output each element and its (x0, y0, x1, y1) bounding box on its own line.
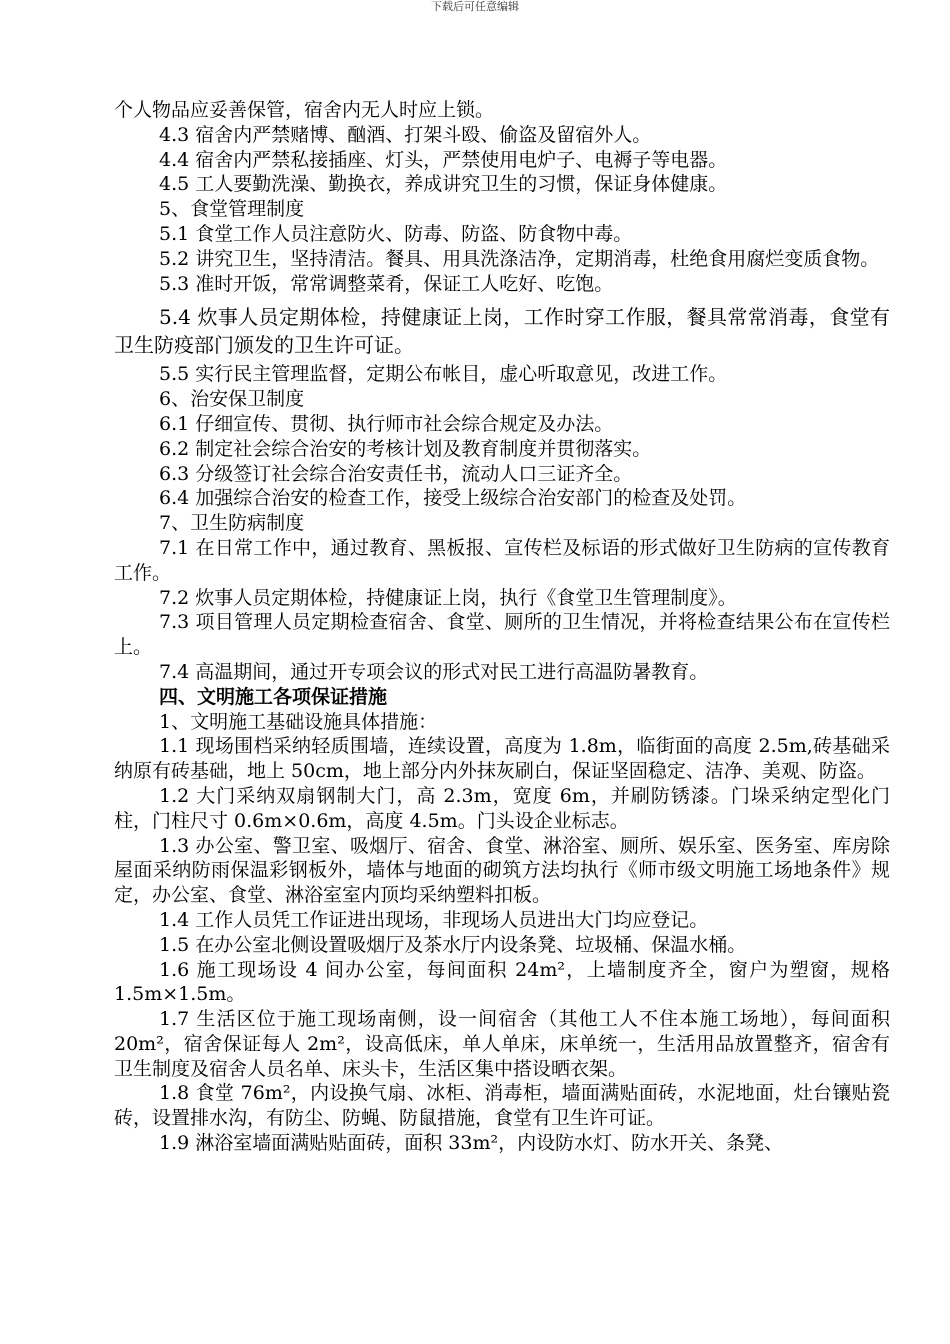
paragraph: 7.1 在日常工作中，通过教育、黑板报、宣传栏及标语的形式做好卫生防病的宣传教育工作。 (114, 536, 890, 584)
paragraph: 6.4 加强综合治安的检查工作，接受上级综合治安部门的检查及处罚。 (159, 487, 747, 510)
paragraph: 4.5 工人要勤洗澡、勤换衣，养成讲究卫生的习惯，保证身体健康。 (159, 173, 728, 196)
chapter-heading: 四、文明施工各项保证措施 (159, 685, 388, 708)
paragraph: 6.1 仔细宣传、贯彻、执行师市社会综合规定及办法。 (159, 412, 614, 435)
paragraph: 5.3 准时开饭，常常调整菜肴，保证工人吃好、吃饱。 (159, 272, 614, 295)
paragraph: 7.2 炊事人员定期体检，持健康证上岗，执行《食堂卫生管理制度》。 (159, 586, 737, 609)
paragraph: 1.4 工作人员凭工作证进出现场，非现场人员进出大门均应登记。 (159, 908, 709, 931)
section-heading: 1、文明施工基础设施具体措施： (159, 710, 438, 733)
section-heading: 7、卫生防病制度 (159, 512, 305, 535)
paragraph: 4.3 宿舍内严禁赌博、酗酒、打架斗殴、偷盗及留宿外人。 (159, 123, 652, 146)
page-header: 下载后可任意编辑 (431, 0, 519, 13)
paragraph: 4.4 宿舍内严禁私接插座、灯头，严禁使用电炉子、电褥子等电器。 (159, 148, 728, 171)
paragraph: 1.2 大门采纳双扇钢制大门，高 2.3m，宽度 6m，并刷防锈漆。门垛采纳定型化门柱，门柱尺寸 0.6m×0.6m，高度 4.5m。门头设企业标志。 (114, 784, 890, 832)
paragraph: 1.8 食堂 76m²，内设换气扇、冰柜、消毒柜，墙面满贴面砖，水泥地面，灶台镶贴瓷砖，设置排水沟，有防尘、防蝇、防鼠措施，食堂有卫生许可证。 (114, 1082, 890, 1130)
paragraph: 1.5 在办公室北侧设置吸烟厅及茶水厅内设条凳、垃圾桶、保温水桶。 (159, 933, 747, 956)
paragraph: 1.9 淋浴室墙面满贴贴面砖，面积 33m²，内设防水灯、防水开关、条凳、 (159, 1132, 784, 1155)
document-body (114, 98, 890, 1156)
paragraph: 5.2 讲究卫生，坚持清洁。餐具、用具洗涤洁净，定期消毒，杜绝食用腐烂变质食物。 (159, 247, 880, 270)
paragraph: 6.3 分级签订社会综合治安责任书，流动人口三证齐全。 (159, 462, 633, 485)
paragraph: 1.7 生活区位于施工现场南侧，设一间宿舍（其他工人不住本施工场地），每间面积 20m²，宿舍保证每人 2m²，设高低床，单人单床，床单统一，生活用品放置整齐，宿舍有卫生制度及宿舍人员名单、床头卡，生活区集中搭设晒衣架。 (114, 1008, 890, 1080)
paragraph: 5.1 食堂工作人员注意防火、防毒、防盗、防食物中毒。 (159, 222, 633, 245)
paragraph: 7.4 高温期间，通过开专项会议的形式对民工进行高温防暑教育。 (159, 660, 709, 683)
paragraph: 6.2 制定社会综合治安的考核计划及教育制度并贯彻落实。 (159, 437, 652, 460)
paragraph: 个人物品应妥善保管，宿舍内无人时应上锁。 (114, 99, 495, 121)
paragraph: 5.5 实行民主管理监督，定期公布帐目，虚心听取意见，改进工作。 (159, 363, 728, 386)
section-heading: 6、治安保卫制度 (159, 388, 305, 411)
section-heading: 5、食堂管理制度 (159, 198, 305, 221)
paragraph: 7.3 项目管理人员定期检查宿舍、食堂、厕所的卫生情况，并将检查结果公布在宣传栏上。 (114, 611, 890, 659)
paragraph: 5.4 炊事人员定期体检，持健康证上岗，工作时穿工作服，餐具常常消毒，食堂有卫生防疫部门颁发的卫生许可证。 (114, 305, 890, 358)
paragraph: 1.1 现场围档采纳轻质围墙，连续设置，高度为 1.8m，临街面的高度 2.5m,砖基础采纳原有砖基础，地上 50cm，地上部分内外抹灰刷白，保证坚固稳定、洁净、美观、防盗。 (114, 735, 890, 783)
paragraph: 1.6 施工现场设 4 间办公室，每间面积 24m²，上墙制度齐全，窗户为塑窗，规格 1.5m×1.5m。 (114, 958, 890, 1006)
paragraph: 1.3 办公室、警卫室、吸烟厅、宿舍、食堂、淋浴室、厕所、娱乐室、医务室、库房除屋面采纳防雨保温彩钢板外，墙体与地面的砌筑方法均执行《师市级文明施工场地条件》规定，办公室、食堂、淋浴室室内顶均采纳塑料扣板。 (114, 834, 890, 907)
